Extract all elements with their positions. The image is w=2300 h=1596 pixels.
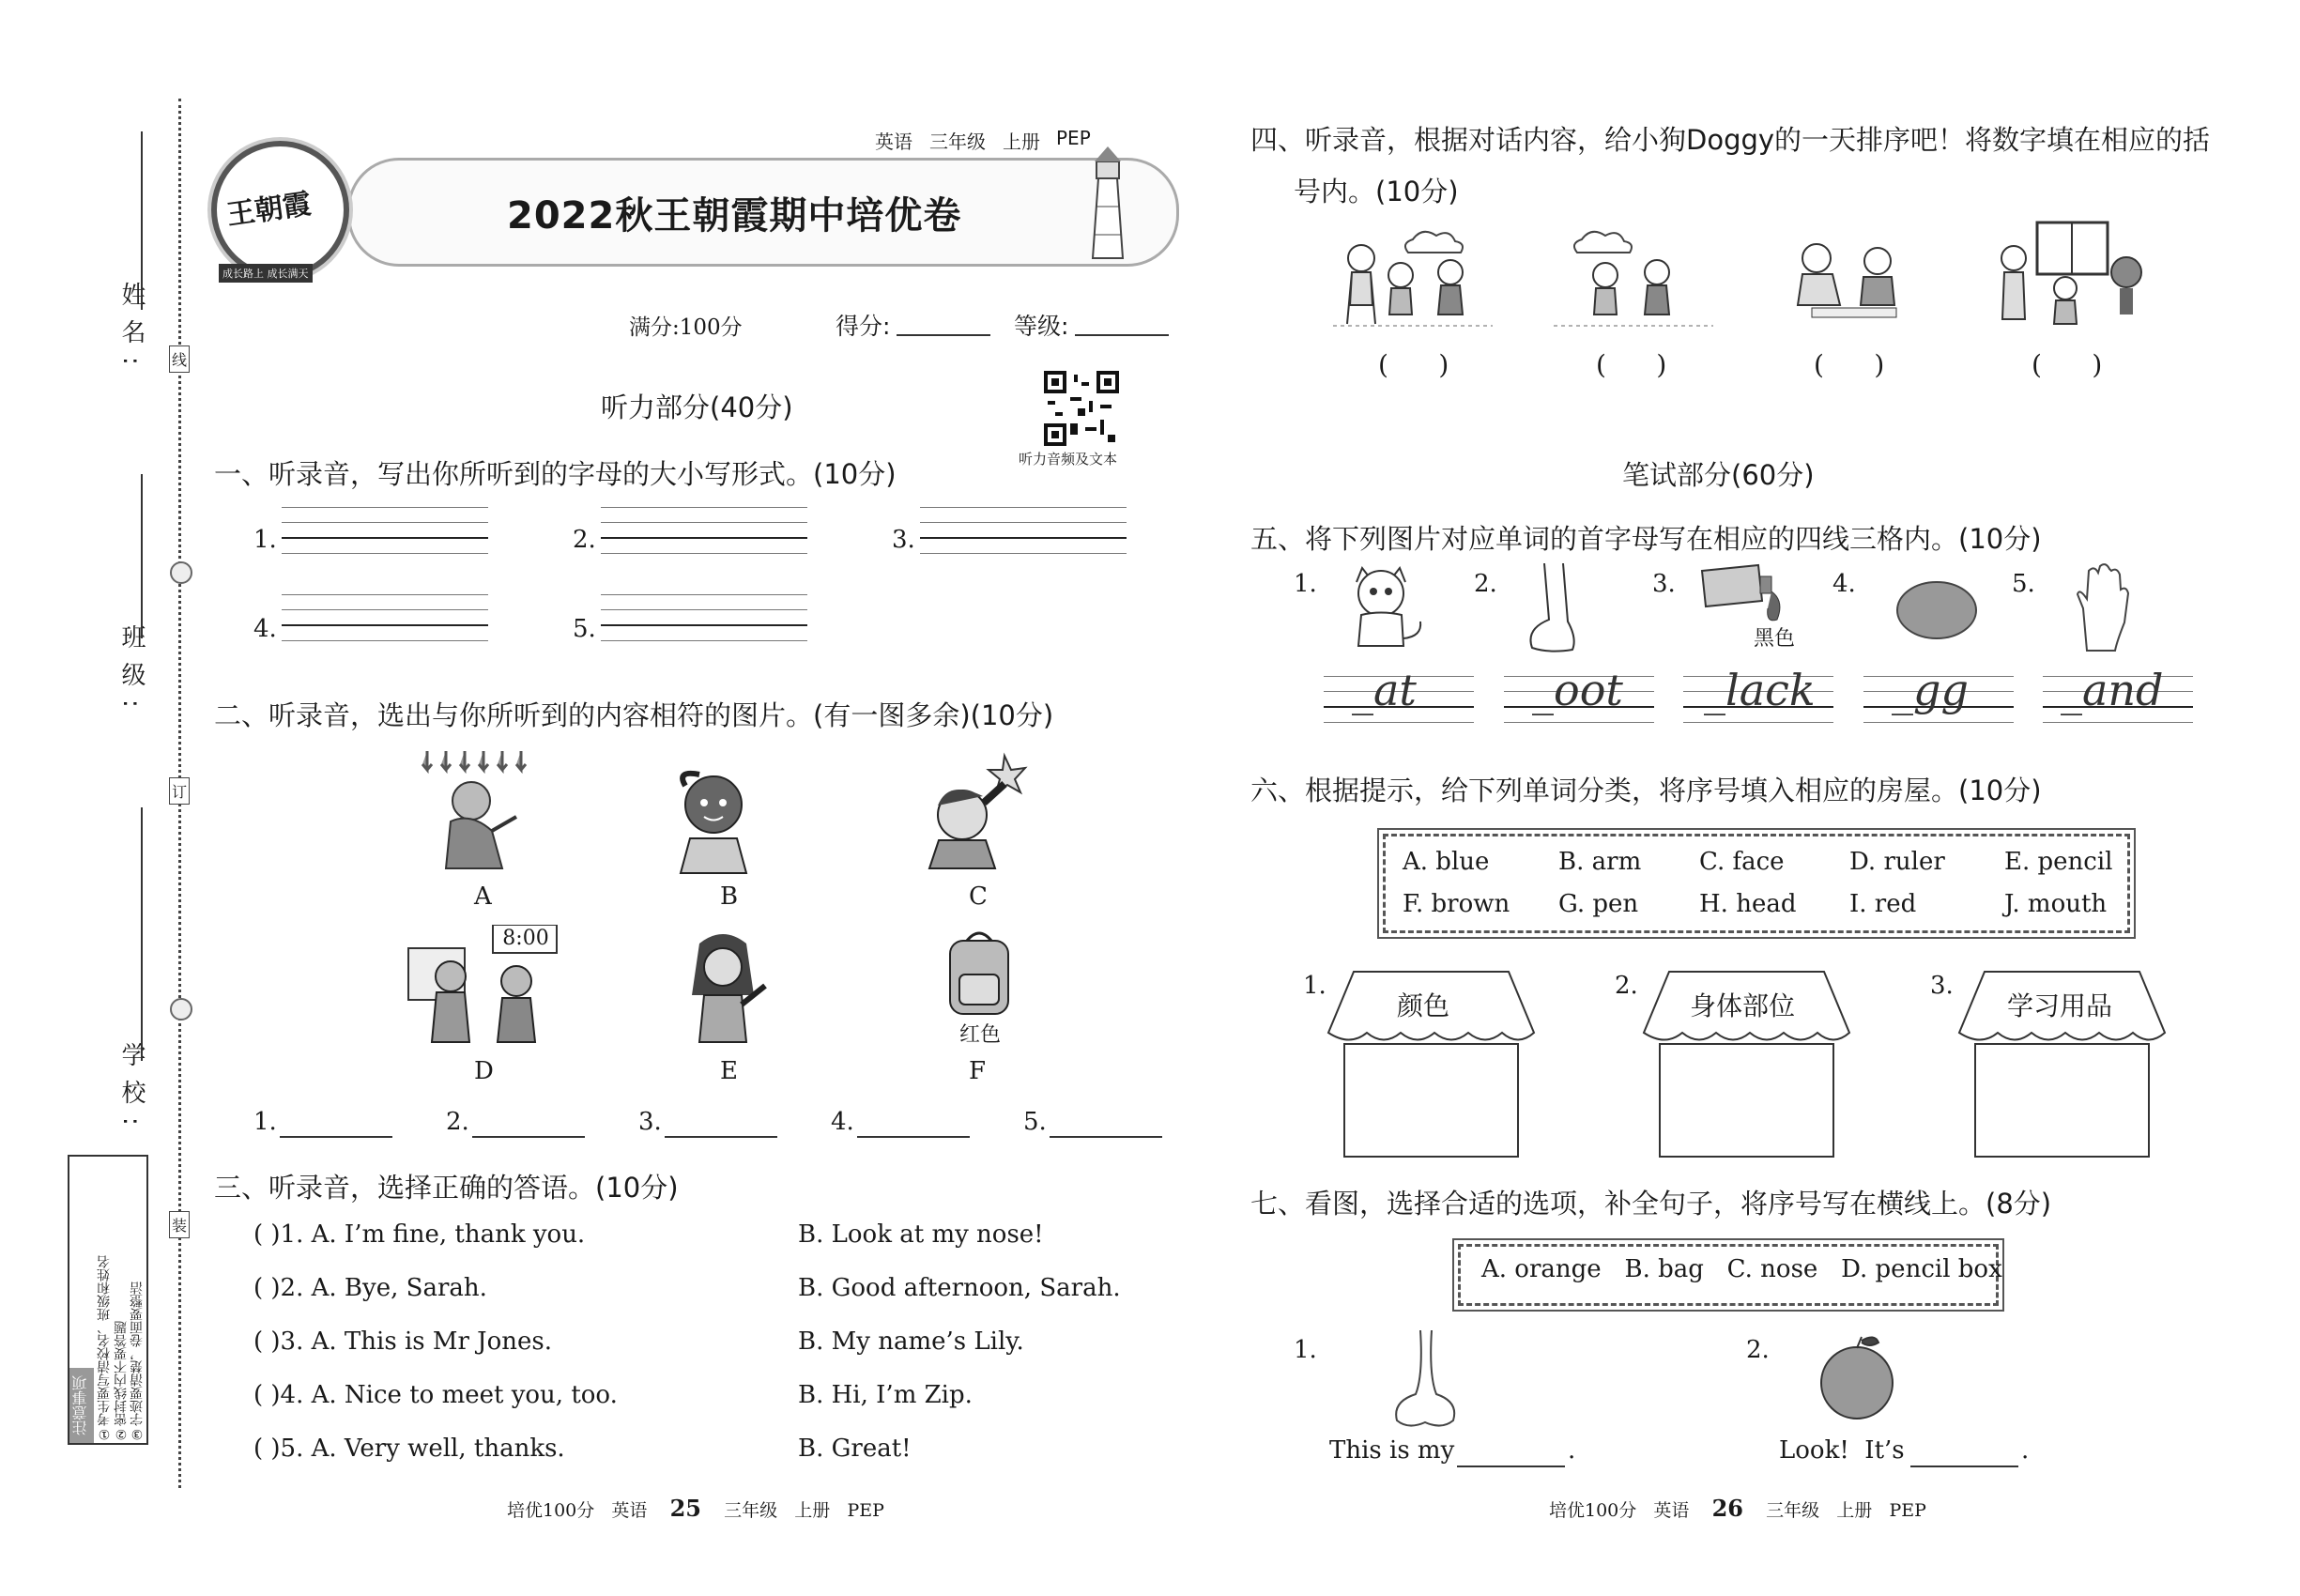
q1-writing-lines-2[interactable] <box>601 507 807 568</box>
q6-word-i: I. red <box>1849 890 1917 918</box>
house-3-num: 3. <box>1930 972 1954 1000</box>
q3-row-3 <box>253 1327 552 1356</box>
q5-word-1: _at <box>1352 665 1417 715</box>
q3-row-num[interactable]: ( )3. <box>253 1327 304 1356</box>
q7-item-2-text: Look! It’s <box>1779 1436 1905 1465</box>
q2-blank-5-num: 5. <box>1023 1108 1047 1136</box>
footer-grade: 三年级 <box>1766 1500 1820 1521</box>
doggy-scene-2 <box>1554 221 1713 337</box>
footer-edition: PEP <box>1889 1500 1926 1521</box>
pic-label-e: E <box>720 1057 738 1085</box>
q5-word-2: _oot <box>1532 665 1623 715</box>
class-label: 班级: <box>117 624 146 721</box>
rain-girl-illustration <box>413 746 554 882</box>
q3-row-num[interactable]: ( )1. <box>253 1220 304 1249</box>
q1-item-3-num: 3. <box>892 526 915 554</box>
q4-answer-4[interactable]: ( ) <box>2032 349 2103 380</box>
name-line[interactable] <box>141 131 143 310</box>
page-number: 26 <box>1711 1495 1743 1522</box>
q2-title: 二、听录音，选出与你所听到的内容相符的图片。(有一图多余)(10分) <box>214 699 1054 731</box>
pic-label-b: B <box>720 882 739 911</box>
q1-title: 一、听录音，写出你所听到的字母的大小写形式。(10分) <box>214 458 897 490</box>
q3-row-1 <box>253 1220 585 1249</box>
school-line[interactable] <box>141 807 143 1061</box>
q5-num-4: 4. <box>1832 570 1856 598</box>
footer-volume: 上册 <box>1836 1500 1873 1521</box>
q3-row-num[interactable]: ( )4. <box>253 1381 304 1409</box>
footer-grade: 三年级 <box>724 1500 778 1521</box>
q3-row-5 <box>253 1435 565 1463</box>
clock-time: 8:00 <box>502 927 549 950</box>
house-1-num: 1. <box>1303 972 1326 1000</box>
qr-code[interactable] <box>1044 371 1119 446</box>
pic-label-a: A <box>474 882 492 911</box>
house-1-label: 颜色 <box>1397 990 1450 1021</box>
foot-illustration <box>1521 563 1587 661</box>
q6-word-j: J. mouth <box>2004 890 2108 918</box>
logo-text: 王朝霞 <box>224 187 314 233</box>
q5-word-3: _lack <box>1704 665 1816 715</box>
q3-option-b: B. Look at my nose! <box>798 1220 1044 1249</box>
boy-head-illustration <box>662 765 765 882</box>
q6-word-e: E. pencil <box>2004 848 2113 876</box>
q4-answer-3[interactable]: ( ) <box>1814 349 1885 380</box>
q2-blank-4-num: 4. <box>831 1108 854 1136</box>
q3-option-a: A. Nice to meet you, too. <box>311 1381 618 1409</box>
q7-item-1-end: . <box>1568 1436 1576 1465</box>
q3-option-b: B. Hi, I’m Zip. <box>798 1381 973 1409</box>
q4-title-line1: 四、听录音，根据对话内容，给小狗Doggy的一天排序吧！将数字填在相应的括 <box>1250 124 2211 156</box>
q6-word-g: G. pen <box>1558 890 1639 918</box>
q3-option-a: A. Very well, thanks. <box>311 1435 565 1463</box>
pic-label-f: F <box>969 1057 987 1085</box>
q7-item-2-blank[interactable] <box>1910 1466 2018 1467</box>
doggy-scene-4 <box>1990 221 2150 337</box>
greeting-illustration <box>399 925 568 1051</box>
egg-illustration <box>1894 577 1979 647</box>
qr-caption: 听力音频及文本 <box>1019 451 1118 468</box>
q3-row-num[interactable]: ( )5. <box>253 1435 304 1463</box>
q2-blank-2[interactable] <box>472 1136 585 1138</box>
q3-title: 三、听录音，选择正确的答语。(10分) <box>214 1172 679 1204</box>
q6-word-h: H. head <box>1699 890 1797 918</box>
footer-series: 培优100分 <box>507 1500 595 1521</box>
note-2: ②密封线内不要答题 <box>114 1321 129 1441</box>
binding-char-3: 装 <box>169 1211 190 1238</box>
pic-label-c: C <box>969 882 988 911</box>
house-3-label: 学习用品 <box>2007 990 2113 1021</box>
binding-char-2: 订 <box>169 777 190 805</box>
q2-blank-5[interactable] <box>1050 1136 1162 1138</box>
q1-writing-lines-5[interactable] <box>601 594 807 655</box>
q7-title: 七、看图，选择合适的选项，补全句子，将序号写在横线上。(8分) <box>1250 1188 2052 1220</box>
score-label: 得分: <box>836 313 891 340</box>
q2-blank-1[interactable] <box>280 1136 392 1138</box>
q2-blank-1-num: 1. <box>253 1108 277 1136</box>
q5-title: 五、将下列图片对应单词的首字母写在相应的四线三格内。(10分) <box>1250 523 2042 555</box>
grade-input[interactable] <box>1075 334 1169 336</box>
notes-title: 注意事项 <box>69 1368 94 1443</box>
footer-edition: PEP <box>847 1500 884 1521</box>
meta-volume: 上册 <box>1003 130 1040 153</box>
meta-edition: PEP <box>1056 127 1091 149</box>
meta-grade: 三年级 <box>929 130 986 153</box>
waving-boy-illustration <box>915 751 1028 877</box>
nose-illustration <box>1388 1328 1463 1435</box>
q2-blank-3[interactable] <box>665 1136 777 1138</box>
orange-illustration <box>1817 1331 1901 1429</box>
q3-option-a: A. I’m fine, thank you. <box>311 1220 586 1249</box>
q7-item-1-text: This is my <box>1329 1436 1455 1465</box>
q7-options: A. orange B. bag C. nose D. pencil box <box>1481 1255 2002 1283</box>
q7-item-2-end: . <box>2021 1436 2030 1465</box>
q1-item-4-num: 4. <box>253 615 277 643</box>
q1-writing-lines-3[interactable] <box>920 507 1127 568</box>
hole-2 <box>170 998 192 1021</box>
school-label: 学校: <box>117 1042 146 1139</box>
q1-writing-lines-4[interactable] <box>282 594 488 655</box>
q5-word-4: _gg <box>1892 665 1969 715</box>
q3-row-2 <box>253 1274 487 1302</box>
q2-blank-3-num: 3. <box>638 1108 662 1136</box>
q2-blank-4[interactable] <box>857 1136 970 1138</box>
meta-subject: 英语 <box>875 130 912 153</box>
writing-section-title: 笔试部分(60分) <box>1622 459 1815 491</box>
q1-item-5-num: 5. <box>573 615 596 643</box>
page-number: 25 <box>669 1495 701 1522</box>
q6-word-a: A. blue <box>1403 848 1490 876</box>
binding-char-1: 线 <box>169 345 190 373</box>
backpack-color-label: 红色 <box>959 1023 1002 1047</box>
q4-answer-1[interactable]: ( ) <box>1378 349 1449 380</box>
q3-row-num[interactable]: ( )2. <box>253 1274 304 1302</box>
paint-color-label: 黑色 <box>1754 627 1796 651</box>
q6-word-b: B. arm <box>1558 848 1642 876</box>
notes-box <box>68 1155 148 1445</box>
q3-option-b: B. Good afternoon, Sarah. <box>798 1274 1121 1302</box>
girl-pointing-illustration <box>671 929 784 1051</box>
footer-volume: 上册 <box>794 1500 831 1521</box>
q5-num-5: 5. <box>2012 570 2035 598</box>
exam-title: 2022秋王朝霞期中培优卷 <box>507 194 962 238</box>
lighthouse-icon <box>1080 141 1136 267</box>
logo-subtext: 成长路上 成长满天 <box>219 264 313 283</box>
hand-illustration <box>2070 561 2140 659</box>
q1-writing-lines-1[interactable] <box>282 507 488 568</box>
q3-option-b: B. Great! <box>798 1435 912 1463</box>
q5-num-2: 2. <box>1474 570 1497 598</box>
q3-option-a: A. This is Mr Jones. <box>311 1327 552 1356</box>
note-1: ①考生要写清校名、班级和姓名 <box>97 1255 112 1441</box>
q6-word-f: F. brown <box>1403 890 1510 918</box>
q7-item-1-num: 1. <box>1294 1336 1317 1364</box>
q5-num-1: 1. <box>1294 570 1317 598</box>
q7-item-2-num: 2. <box>1746 1336 1770 1364</box>
q6-word-c: C. face <box>1699 848 1785 876</box>
pic-label-d: D <box>474 1057 494 1085</box>
score-input[interactable] <box>897 334 990 336</box>
q4-answer-2[interactable]: ( ) <box>1596 349 1667 380</box>
q6-word-d: D. ruler <box>1849 848 1945 876</box>
doggy-scene-3 <box>1774 225 1934 332</box>
q3-option-a: A. Bye, Sarah. <box>311 1274 487 1302</box>
house-2-label: 身体部位 <box>1690 990 1796 1021</box>
q2-blank-2-num: 2. <box>446 1108 469 1136</box>
listening-section-title: 听力部分(40分) <box>601 391 793 423</box>
hole-1 <box>170 561 192 584</box>
q3-row-4 <box>253 1381 618 1409</box>
q6-title: 六、根据提示，给下列单词分类，将序号填入相应的房屋。(10分) <box>1250 775 2042 806</box>
footer-subject: 英语 <box>611 1500 648 1521</box>
logo-badge <box>211 141 349 279</box>
footer-subject: 英语 <box>1653 1500 1690 1521</box>
house-2-num: 2. <box>1615 972 1638 1000</box>
q5-num-3: 3. <box>1652 570 1676 598</box>
q1-item-1-num: 1. <box>253 526 277 554</box>
q7-item-1-blank[interactable] <box>1457 1466 1565 1467</box>
q5-word-5: _and <box>2061 665 2164 715</box>
doggy-scene-1 <box>1333 221 1493 337</box>
cat-illustration <box>1338 563 1427 656</box>
red-backpack-illustration <box>939 929 1023 1027</box>
grade-label: 等级: <box>1014 313 1069 340</box>
left-footer <box>507 1495 884 1522</box>
q4-title-line2: 号内。(10分) <box>1294 176 1459 207</box>
right-footer <box>1549 1495 1926 1522</box>
footer-series: 培优100分 <box>1549 1500 1637 1521</box>
class-line[interactable] <box>141 474 143 638</box>
note-3: ③字迹要清楚，卷面要整洁 <box>130 1281 145 1441</box>
full-score: 满分:100分 <box>629 315 743 340</box>
q3-option-b: B. My name’s Lily. <box>798 1327 1024 1356</box>
q1-item-2-num: 2. <box>573 526 596 554</box>
name-label: 姓名: <box>117 282 146 378</box>
